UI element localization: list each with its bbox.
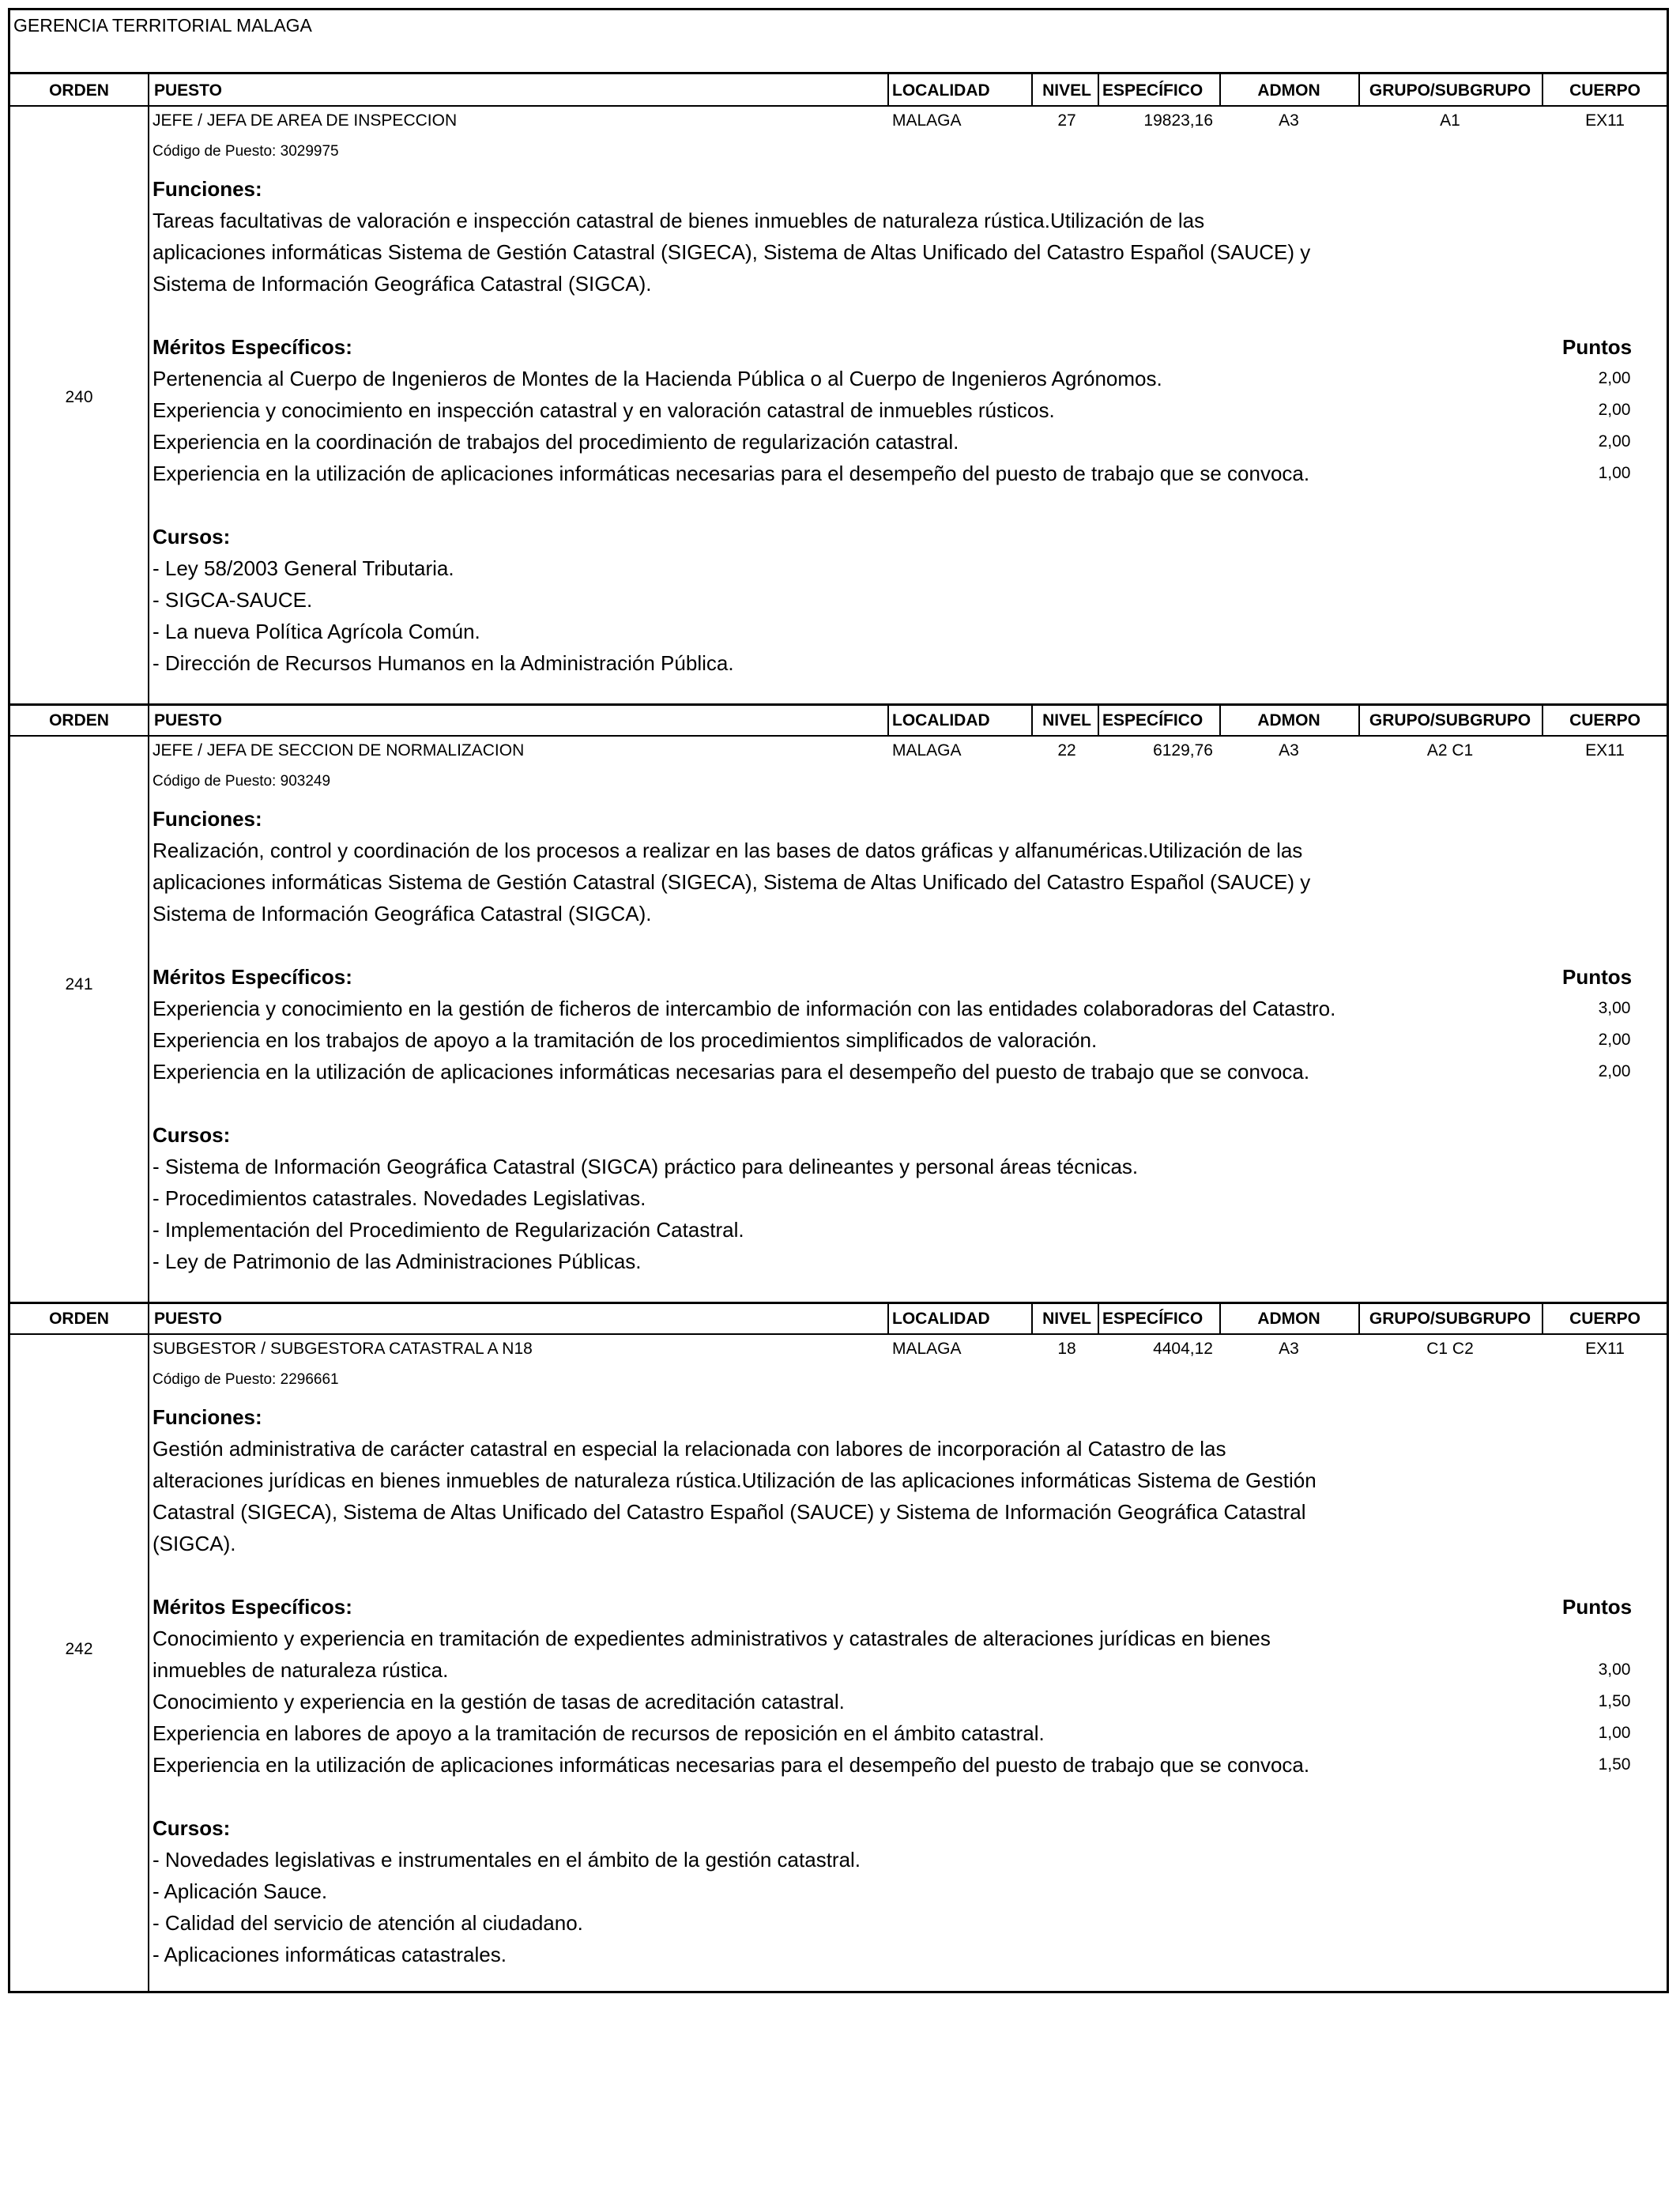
funciones-line: Catastral (SIGECA), Sistema de Altas Unificado del Catastro Español (SAUCE) y Sistema de Información Geográfica Catastral [153, 1500, 1306, 1524]
curso-item: - Ley de Patrimonio de las Administraciones Públicas. [153, 1250, 642, 1273]
puntos-heading: Puntos [1562, 335, 1633, 359]
curso-item: - Ley 58/2003 General Tributaria. [153, 556, 454, 580]
curso-item: - Novedades legislativas e instrumentales en el ámbito de la gestión catastral. [153, 1848, 861, 1872]
merito-item [153, 363, 1646, 394]
merito-item [153, 1717, 1646, 1749]
column-header-orden: ORDEN [49, 711, 109, 729]
cell-puesto: JEFE / JEFA DE SECCION DE NORMALIZACION [153, 741, 525, 760]
cell-puesto: JEFE / JEFA DE AREA DE INSPECCION [153, 111, 458, 130]
merito-text: Experiencia en los trabajos de apoyo a la tramitación de los procedimientos simplificados de valoración. [153, 1028, 1098, 1052]
column-divider [148, 1302, 149, 1333]
curso-item: - Aplicaciones informáticas catastrales. [153, 1943, 507, 1966]
curso-item: - Sistema de Información Geográfica Catastral (SIGCA) práctico para delineantes y personal áreas técnicas. [153, 1155, 1139, 1178]
column-header-localidad: LOCALIDAD [892, 711, 990, 729]
cursos-heading: Cursos: [153, 525, 231, 548]
column-divider [1358, 74, 1360, 105]
cell-admon: A3 [1279, 1340, 1299, 1358]
curso-item: - SIGCA-SAUCE. [153, 588, 313, 612]
meritos-heading-row [153, 331, 1646, 363]
column-header-admon: ADMON [1257, 81, 1320, 100]
column-header-orden: ORDEN [49, 1310, 109, 1328]
cell-localidad: MALAGA [892, 111, 962, 130]
column-divider [887, 74, 889, 105]
merito-text: Experiencia y conocimiento en la gestión de ficheros de intercambio de información con las entidades colaboradoras del Catastro. [153, 997, 1336, 1020]
funciones-line: aplicaciones informáticas Sistema de Gestión Catastral (SIGECA), Sistema de Altas Unificado del Catastro Español (SAUCE) y [153, 870, 1311, 894]
curso-item: - Procedimientos catastrales. Novedades Legislativas. [153, 1186, 646, 1210]
column-divider [148, 74, 149, 105]
column-divider [887, 703, 889, 735]
merito-puntos: 2,00 [1598, 432, 1631, 450]
cell-localidad: MALAGA [892, 741, 962, 760]
cell-especifico: 4404,12 [1153, 1340, 1213, 1358]
funciones-line: Sistema de Información Geográfica Catastral (SIGCA). [153, 272, 652, 296]
merito-puntos: 1,50 [1598, 1692, 1631, 1710]
puntos-heading: Puntos [1562, 965, 1633, 989]
orden-number: 240 [65, 388, 93, 406]
merito-item [153, 1749, 1646, 1781]
merito-item [153, 1056, 1646, 1088]
codigo-de-puesto [153, 773, 330, 790]
meritos-heading: Méritos Específicos: [153, 335, 352, 359]
document-table [8, 8, 1669, 1993]
column-header-especifico: ESPECÍFICO [1102, 1310, 1203, 1328]
merito-text: Experiencia en la utilización de aplicaciones informáticas necesarias para el desempeño del puesto de trabajo que se convoca. [153, 1060, 1310, 1084]
merito-puntos: 1,50 [1598, 1755, 1631, 1774]
curso-item: - La nueva Política Agrícola Común. [153, 620, 480, 643]
orden-column-divider [148, 735, 149, 1302]
codigo-value: 3029975 [280, 143, 339, 160]
column-divider [1031, 703, 1033, 735]
merito-item [153, 1686, 1646, 1717]
column-header-cuerpo: CUERPO [1569, 711, 1640, 729]
merito-item [153, 394, 1646, 426]
column-header-admon: ADMON [1257, 1310, 1320, 1328]
merito-item [153, 458, 1646, 489]
merito-puntos: 2,00 [1598, 1062, 1631, 1080]
column-header-puesto: PUESTO [154, 81, 222, 100]
cell-especifico: 6129,76 [1153, 741, 1213, 760]
merito-item [153, 1623, 1646, 1686]
codigo-value: 2296661 [280, 1371, 339, 1388]
funciones-line: Tareas facultativas de valoración e inspección catastral de bienes inmuebles de naturaleza rústica.Utilización de las [153, 209, 1205, 232]
column-header-especifico: ESPECÍFICO [1102, 711, 1203, 729]
merito-item [153, 993, 1646, 1024]
merito-puntos: 3,00 [1598, 999, 1631, 1017]
cell-cuerpo: EX11 [1585, 741, 1625, 760]
cell-puesto: SUBGESTOR / SUBGESTORA CATASTRAL A N18 [153, 1340, 533, 1358]
column-divider [1031, 1302, 1033, 1333]
column-header-row [10, 1302, 1667, 1335]
codigo-de-puesto [153, 143, 339, 160]
column-divider [1031, 74, 1033, 105]
spacer [153, 1559, 1646, 1591]
column-header-puesto: PUESTO [154, 1310, 222, 1328]
column-header-cuerpo: CUERPO [1569, 1310, 1640, 1328]
codigo-value: 903249 [280, 773, 331, 790]
column-header-grupo: GRUPO/SUBGRUPO [1369, 1310, 1531, 1328]
orden-column-divider [148, 105, 149, 703]
column-divider [1098, 703, 1099, 735]
column-divider [148, 703, 149, 735]
column-header-grupo: GRUPO/SUBGRUPO [1369, 711, 1531, 729]
cell-nivel: 22 [1057, 741, 1076, 760]
curso-item: - Aplicación Sauce. [153, 1879, 328, 1903]
merito-puntos: 2,00 [1598, 401, 1631, 419]
cell-grupo: A1 [1440, 111, 1460, 130]
column-header-admon: ADMON [1257, 711, 1320, 729]
cell-especifico: 19823,16 [1143, 111, 1213, 130]
column-divider [887, 1302, 889, 1333]
puntos-heading: Puntos [1562, 1595, 1633, 1619]
column-divider [1219, 703, 1221, 735]
column-header-cuerpo: CUERPO [1569, 81, 1640, 100]
column-divider [1098, 74, 1099, 105]
column-divider [1219, 74, 1221, 105]
funciones-line: (SIGCA). [153, 1532, 236, 1555]
merito-puntos: 1,00 [1598, 1724, 1631, 1742]
orden-number: 242 [65, 1640, 93, 1658]
column-header-puesto: PUESTO [154, 711, 222, 729]
merito-puntos: 2,00 [1598, 369, 1631, 387]
column-header-localidad: LOCALIDAD [892, 1310, 990, 1328]
spacer [153, 929, 1646, 961]
merito-text: Experiencia en la utilización de aplicaciones informáticas necesarias para el desempeño del puesto de trabajo que se convoca. [153, 1753, 1310, 1777]
column-header-nivel: NIVEL [1042, 1310, 1091, 1328]
meritos-heading-row [153, 961, 1646, 993]
funciones-heading: Funciones: [153, 1405, 262, 1429]
spacer [153, 1781, 1646, 1812]
position-details [153, 803, 1646, 1277]
orden-column-divider [148, 1333, 149, 1993]
merito-text: Pertenencia al Cuerpo de Ingenieros de Montes de la Hacienda Pública o al Cuerpo de Ingenieros Agrónomos. [153, 367, 1162, 390]
merito-text: Experiencia en la utilización de aplicaciones informáticas necesarias para el desempeño del puesto de trabajo que se convoca. [153, 462, 1310, 485]
spacer [153, 1088, 1646, 1119]
cell-localidad: MALAGA [892, 1340, 962, 1358]
funciones-line: aplicaciones informáticas Sistema de Gestión Catastral (SIGECA), Sistema de Altas Unificado del Catastro Español (SAUCE) y [153, 240, 1311, 264]
codigo-label: Código de Puesto: [153, 1371, 277, 1388]
cell-nivel: 27 [1057, 111, 1076, 130]
cell-nivel: 18 [1057, 1340, 1076, 1358]
codigo-label: Código de Puesto: [153, 143, 277, 160]
column-header-localidad: LOCALIDAD [892, 81, 990, 100]
funciones-heading: Funciones: [153, 177, 262, 201]
meritos-heading: Méritos Específicos: [153, 965, 352, 989]
cell-grupo: C1 C2 [1426, 1340, 1474, 1358]
cell-admon: A3 [1279, 741, 1299, 760]
position-entry-242 [10, 1302, 1667, 1993]
column-header-nivel: NIVEL [1042, 81, 1091, 100]
funciones-line: Realización, control y coordinación de los procesos a realizar en las bases de datos gráficas y alfanuméricas.Utilización de las [153, 839, 1303, 862]
orden-number: 241 [65, 975, 93, 993]
spacer [153, 300, 1646, 331]
funciones-line: alteraciones jurídicas en bienes inmuebles de naturaleza rústica.Utilización de las aplicaciones informáticas Sistema de Gestión [153, 1468, 1317, 1492]
spacer [153, 489, 1646, 521]
cell-admon: A3 [1279, 111, 1299, 130]
curso-item: - Calidad del servicio de atención al ciudadano. [153, 1911, 583, 1935]
cursos-heading: Cursos: [153, 1123, 231, 1147]
column-divider [1542, 703, 1543, 735]
column-header-nivel: NIVEL [1042, 711, 1091, 729]
position-entry-240 [10, 74, 1667, 706]
merito-item [153, 426, 1646, 458]
column-header-orden: ORDEN [49, 81, 109, 100]
codigo-de-puesto [153, 1371, 339, 1389]
merito-puntos: 3,00 [1598, 1661, 1631, 1679]
merito-text: Experiencia y conocimiento en inspección catastral y en valoración catastral de inmuebles rústicos. [153, 398, 1055, 422]
codigo-label: Código de Puesto: [153, 773, 277, 790]
curso-item: - Dirección de Recursos Humanos en la Administración Pública. [153, 651, 734, 675]
column-header-grupo: GRUPO/SUBGRUPO [1369, 81, 1531, 100]
cell-cuerpo: EX11 [1585, 111, 1625, 130]
merito-text: Conocimiento y experiencia en la gestión de tasas de acreditación catastral. [153, 1690, 845, 1713]
merito-text: Experiencia en labores de apoyo a la tramitación de recursos de reposición en el ámbito catastral. [153, 1721, 1045, 1745]
position-details [153, 1401, 1646, 1970]
merito-puntos: 2,00 [1598, 1031, 1631, 1049]
funciones-line: Sistema de Información Geográfica Catastral (SIGCA). [153, 902, 652, 925]
column-header-row [10, 703, 1667, 737]
merito-text: Conocimiento y experiencia en tramitación de expedientes administrativos y catastrales de alteraciones jurídicas en bienes [153, 1627, 1271, 1650]
merito-puntos: 1,00 [1598, 464, 1631, 482]
cell-grupo: A2 C1 [1426, 741, 1474, 760]
cell-cuerpo: EX11 [1585, 1340, 1625, 1358]
column-header-row [10, 74, 1667, 107]
meritos-heading-row [153, 1591, 1646, 1623]
merito-item [153, 1024, 1646, 1056]
gerencia-title: GERENCIA TERRITORIAL MALAGA [13, 15, 312, 36]
column-divider [1542, 1302, 1543, 1333]
cursos-heading: Cursos: [153, 1816, 231, 1840]
merito-text: inmuebles de naturaleza rústica. [153, 1658, 449, 1682]
column-divider [1098, 1302, 1099, 1333]
column-divider [1358, 703, 1360, 735]
funciones-line: Gestión administrativa de carácter catastral en especial la relacionada con labores de incorporación al Catastro de las [153, 1437, 1226, 1461]
column-divider [1542, 74, 1543, 105]
funciones-heading: Funciones: [153, 807, 262, 831]
merito-text: Experiencia en la coordinación de trabajos del procedimiento de regularización catastral. [153, 430, 959, 454]
position-details [153, 173, 1646, 679]
position-entry-241 [10, 703, 1667, 1304]
column-header-especifico: ESPECÍFICO [1102, 81, 1203, 100]
column-divider [1358, 1302, 1360, 1333]
column-divider [1219, 1302, 1221, 1333]
curso-item: - Implementación del Procedimiento de Regularización Catastral. [153, 1218, 744, 1242]
meritos-heading: Méritos Específicos: [153, 1595, 352, 1619]
